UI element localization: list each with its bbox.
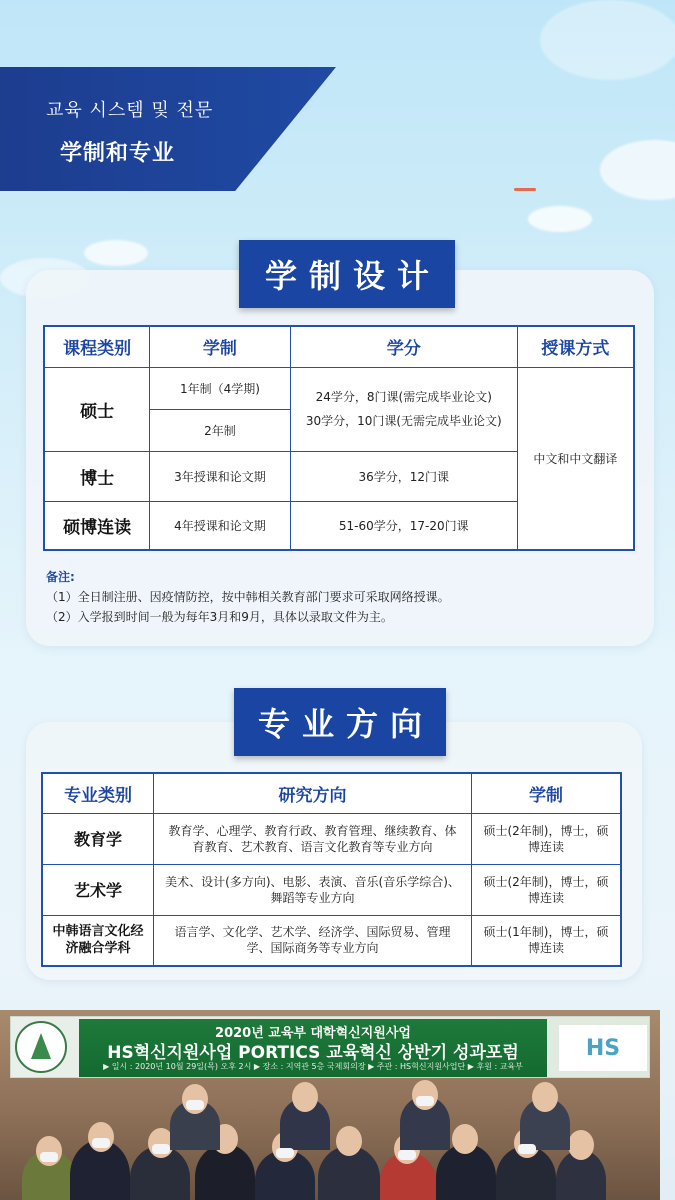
major-sino-korean: 中韩语言文化经济融合学科: [42, 915, 154, 966]
art-duration: 硕士(2年制)，博士，硕博连读: [471, 864, 621, 915]
event-line-3: ▶ 일시 : 2020년 10월 29일(목) 오후 2시 ▶ 장소 : 지역관 5층 국제회의장 ▶ 주관 : HS혁신지원사업단 ▶ 후원 : 교육부: [103, 1062, 523, 1071]
person-head: [336, 1126, 362, 1156]
col-header-duration: 学制: [150, 326, 291, 367]
table-header-row: [42, 773, 621, 813]
major-art: 艺术学: [42, 864, 154, 915]
combined-credits: 51-60学分，17-20门课: [290, 501, 517, 550]
master-duration-1: 1年制（4学期): [150, 367, 291, 409]
accent-dash: [514, 188, 536, 191]
doctor-duration: 3年授课和论文期: [150, 451, 291, 501]
header-banner: [0, 67, 336, 191]
note-item-1: （1）全日制注册、因疫情防控，按中韩相关教育部门要求可采取网络授课。: [46, 590, 450, 604]
col-header-major: 专业类别: [42, 773, 154, 813]
person-head: [532, 1082, 558, 1112]
category-combined: 硕博连读: [44, 501, 150, 550]
master-duration-2: 2年制: [150, 409, 291, 451]
person-head: [452, 1124, 478, 1154]
master-credits: [290, 367, 517, 451]
cloud-decoration: [528, 206, 592, 232]
note-item-2: （2）入学报到时间一般为每年3月和9月，具体以录取文件为主。: [46, 610, 393, 624]
table-row-art: [42, 864, 621, 915]
cloud-decoration: [540, 0, 675, 80]
person-head: [292, 1082, 318, 1112]
face-mask: [276, 1148, 294, 1158]
table-row-sino-korean: [42, 915, 621, 966]
master-credit-2: 30学分，10门课(无需完成毕业论文): [305, 414, 502, 428]
face-mask: [40, 1152, 58, 1162]
master-credit-1: 24学分，8门课(需完成毕业论文): [315, 390, 492, 404]
major-education: 教育学: [42, 813, 154, 864]
education-duration: 硕士(2年制)，博士，硕博连读: [471, 813, 621, 864]
category-master: 硕士: [44, 367, 150, 451]
art-direction: 美术、设计(多方向)、电影、表演、音乐(音乐学综合)、舞蹈等专业方向: [154, 864, 472, 915]
section-heading-major-direction: 专业方向: [234, 688, 446, 756]
face-mask: [416, 1096, 434, 1106]
col-header-category: 课程类别: [44, 326, 150, 367]
notes-block: [46, 567, 450, 627]
table-header-row: [44, 326, 634, 367]
banner-subtitle: 교육 시스템 및 전문: [46, 100, 214, 121]
col-header-credits: 学分: [290, 326, 517, 367]
col-header-duration: 学制: [471, 773, 621, 813]
group-photo: [0, 1010, 660, 1200]
cloud-decoration: [600, 140, 675, 200]
face-mask: [152, 1144, 170, 1154]
category-doctor: 博士: [44, 451, 150, 501]
sino-korean-duration: 硕士(1年制)，博士，硕博连读: [471, 915, 621, 966]
face-mask: [186, 1100, 204, 1110]
section-heading-academic-system: 学制设计: [239, 240, 455, 308]
face-mask: [398, 1150, 416, 1160]
major-direction-table: [41, 772, 622, 967]
university-logo-icon: [15, 1021, 67, 1073]
event-title-strip: [79, 1019, 547, 1077]
banner-title: 学制和专业: [60, 141, 176, 166]
face-mask: [92, 1138, 110, 1148]
cloud-decoration: [84, 240, 148, 266]
photo-event-banner: [10, 1016, 650, 1078]
person-head: [568, 1130, 594, 1160]
event-line-1: 2020년 교육부 대학혁신지원사업: [215, 1026, 411, 1041]
teaching-mode: 中文和中文翻译: [517, 367, 634, 550]
hs-logo-icon: HS: [559, 1025, 647, 1071]
event-line-2: HS혁신지원사업 PORTICS 교육혁신 상반기 성과포럼: [107, 1043, 519, 1063]
notes-title: 备注:: [46, 570, 75, 584]
table-row-master-1: [44, 367, 634, 409]
col-header-research: 研究方向: [154, 773, 472, 813]
education-direction: 教育学、心理学、教育行政、教育管理、继续教育、体育教育、艺术教育、语言文化教育等专业方向: [154, 813, 472, 864]
academic-system-table: [43, 325, 635, 551]
combined-duration: 4年授课和论文期: [150, 501, 291, 550]
col-header-teaching-mode: 授课方式: [517, 326, 634, 367]
sino-korean-direction: 语言学、文化学、艺术学、经济学、国际贸易、管理学、国际商务等专业方向: [154, 915, 472, 966]
face-mask: [518, 1144, 536, 1154]
doctor-credits: 36学分，12门课: [290, 451, 517, 501]
table-row-education: [42, 813, 621, 864]
